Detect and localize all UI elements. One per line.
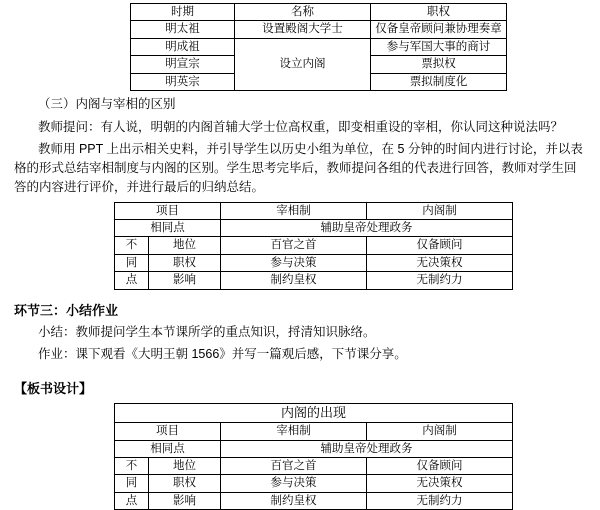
cell-name: 设置殿阁大学士: [235, 21, 371, 38]
homework-paragraph: 作业：课下观看《大明王朝 1566》并写一篇观后感，下节课分享。: [38, 347, 407, 362]
row-label-similarity: 相同点: [115, 440, 221, 457]
row-label-difference-char-3: 点: [115, 492, 149, 509]
table-row: [115, 254, 513, 271]
row-label-power: 职权: [149, 254, 221, 271]
teacher-activity-paragraph: 教师用 PPT 上出示相关史料，并引导学生以历史小组为单位，在 5 分钟的时间内进行讨论，并以表格的形式总结宰相制度与内阁的区别。学生思考完毕后，教师提问各组的代表进行回答，教师对学生回答的内容进行评价，并进行最后的归纳总结。: [14, 142, 583, 194]
column-header-prime-minister: 宰相制: [221, 423, 367, 440]
cell-similarity-value: 辅助皇帝处理政务: [221, 220, 513, 237]
comparison-table: [114, 202, 513, 290]
column-header-item: 项目: [115, 202, 221, 219]
cell-status-cabinet: 仅备顾问: [367, 237, 513, 254]
cell-period: 明成祖: [131, 38, 235, 55]
cell-influence-cabinet: 无制约力: [367, 492, 513, 509]
row-label-difference-char-3: 点: [115, 272, 149, 289]
row-label-status: 地位: [149, 237, 221, 254]
row-label-influence: 影响: [149, 492, 221, 509]
cell-power-prime: 参与决策: [221, 475, 367, 492]
section-heading-summary: 环节三：小结作业: [14, 302, 119, 318]
table-header-row: [115, 202, 513, 219]
column-header-period: 时期: [131, 4, 235, 21]
cell-period: 明太祖: [131, 21, 235, 38]
summary-paragraph: 小结：教师提问学生本节课所学的重点知识，捋清知识脉络。: [38, 324, 376, 339]
cell-power: 仅备皇帝顾问兼协理奏章: [371, 21, 507, 38]
cell-period: 明英宗: [131, 73, 235, 90]
table-row: [115, 458, 513, 475]
dynasty-cabinet-table: [130, 3, 507, 91]
board-design-table: [114, 403, 513, 510]
column-header-item: 项目: [115, 423, 221, 440]
row-label-status: 地位: [149, 458, 221, 475]
cell-influence-prime: 制约皇权: [221, 272, 367, 289]
table-row: [115, 475, 513, 492]
column-header-name: 名称: [235, 4, 371, 21]
row-label-power: 职权: [149, 475, 221, 492]
cell-power: 参与军国大事的商讨: [371, 38, 507, 55]
table-row: [115, 237, 513, 254]
cell-period: 明宣宗: [131, 56, 235, 73]
row-label-influence: 影响: [149, 272, 221, 289]
document-page: [0, 3, 600, 507]
row-label-difference-char-2: 同: [115, 254, 149, 271]
cell-influence-prime: 制约皇权: [221, 492, 367, 509]
table-row: [115, 272, 513, 289]
cell-influence-cabinet: 无制约力: [367, 272, 513, 289]
row-label-similarity: 相同点: [115, 220, 221, 237]
row-label-difference-char-2: 同: [115, 475, 149, 492]
table-header-row: [131, 4, 507, 21]
board-title: 内阁的出现: [115, 404, 513, 423]
row-label-difference-char-1: 不: [115, 458, 149, 475]
cell-name-merged: 设立内阁: [235, 38, 371, 90]
cell-status-cabinet: 仅备顾问: [367, 458, 513, 475]
table-row-similarity: [115, 440, 513, 457]
table-row-similarity: [115, 220, 513, 237]
board-title-row: [115, 404, 513, 423]
teacher-question-paragraph: 教师提问：有人说，明朝的内阁首辅大学士位高权重，即变相重设的宰相，你认同这种说法吗？: [38, 119, 564, 134]
cell-similarity-value: 辅助皇帝处理政务: [221, 440, 513, 457]
column-header-cabinet: 内阁制: [367, 202, 513, 219]
board-design-heading: 【板书设计】: [14, 381, 93, 396]
cell-power-cabinet: 无决策权: [367, 254, 513, 271]
cell-power: 票拟制度化: [371, 73, 507, 90]
column-header-prime-minister: 宰相制: [221, 202, 367, 219]
cell-status-prime: 百官之首: [221, 458, 367, 475]
table-row: [115, 492, 513, 509]
cell-power-prime: 参与决策: [221, 254, 367, 271]
cell-power-cabinet: 无决策权: [367, 475, 513, 492]
column-header-power: 职权: [371, 4, 507, 21]
subsection-heading: （三）内阁与宰相的区别: [38, 96, 176, 111]
table-row: [131, 21, 507, 38]
row-label-difference-char-1: 不: [115, 237, 149, 254]
table-row: [131, 38, 507, 55]
cell-power: 票拟权: [371, 56, 507, 73]
cell-status-prime: 百官之首: [221, 237, 367, 254]
table-header-row: [115, 423, 513, 440]
column-header-cabinet: 内阁制: [367, 423, 513, 440]
